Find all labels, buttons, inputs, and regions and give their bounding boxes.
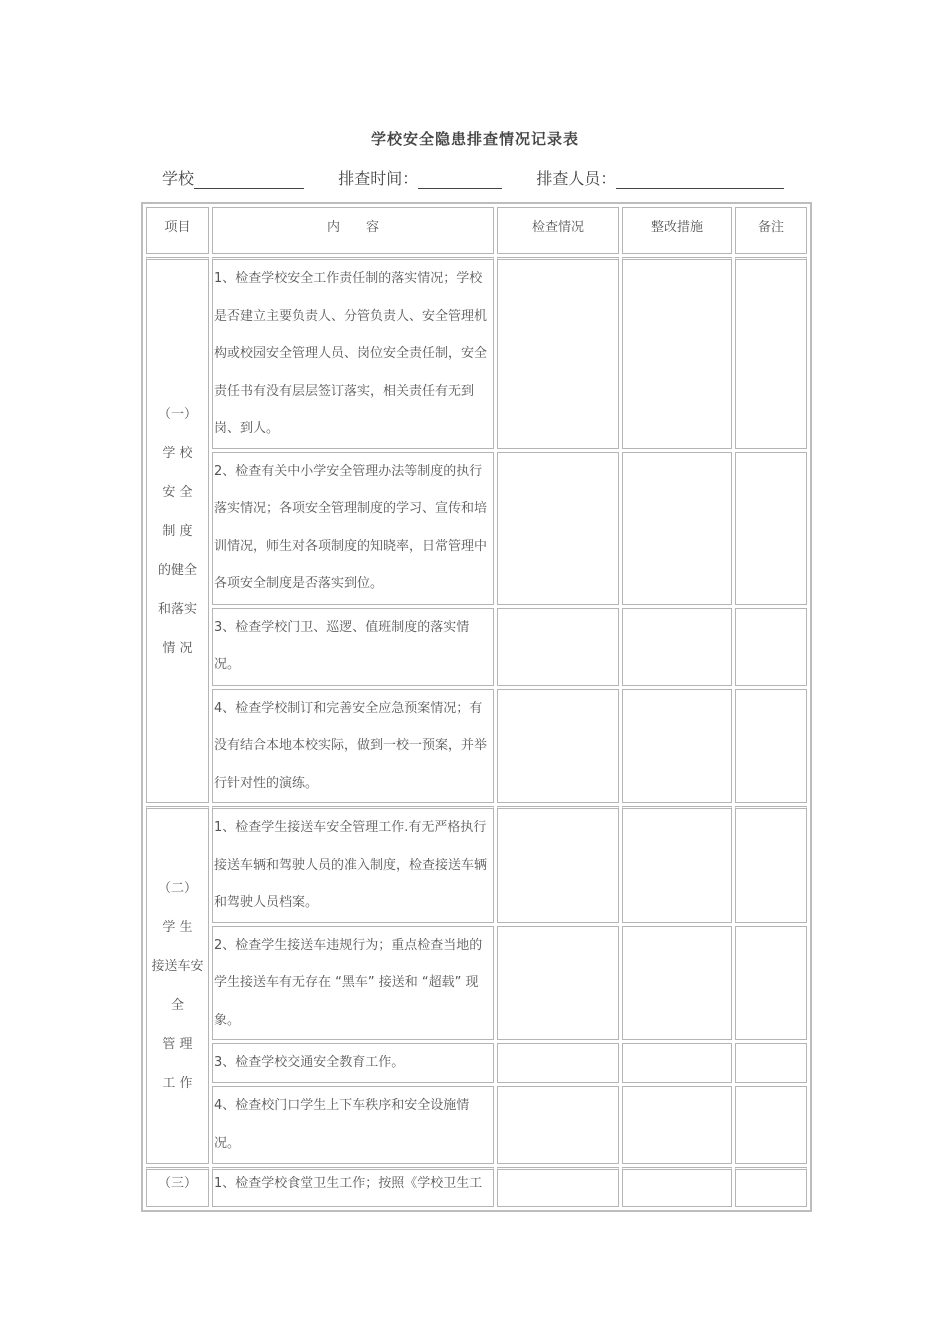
inspector-blank <box>616 170 784 189</box>
check-cell[interactable] <box>497 1167 619 1207</box>
table-row <box>146 1043 807 1083</box>
remark-cell[interactable] <box>735 452 807 605</box>
remark-cell[interactable] <box>735 806 807 923</box>
rectify-cell[interactable] <box>622 1086 732 1164</box>
section-item: （二） 学 生 接送车安 全 管 理 工 作 <box>146 806 209 1164</box>
remark-cell[interactable] <box>735 257 807 449</box>
table-row <box>146 1167 807 1207</box>
page-title: 学校安全隐患排查情况记录表 <box>370 130 579 148</box>
table-row <box>146 452 807 605</box>
content-cell: 3、检查学校门卫、巡逻、值班制度的落实情况。 <box>212 608 494 686</box>
remark-cell[interactable] <box>735 608 807 686</box>
content-cell: 2、检查学生接送车违规行为；重点检查当地的学生接送车有无存在 “黑车” 接送和 “超载” 现象。 <box>212 926 494 1041</box>
check-cell[interactable] <box>497 806 619 923</box>
content-cell: 3、检查学校交通安全教育工作。 <box>212 1043 494 1083</box>
remark-cell[interactable] <box>735 1086 807 1164</box>
rectify-cell[interactable] <box>622 1043 732 1083</box>
content-cell: 4、检查学校制订和完善安全应急预案情况；有没有结合本地本校实际，做到一校一预案，并举行针对性的演练。 <box>212 689 494 804</box>
remark-cell[interactable] <box>735 1167 807 1207</box>
table-row <box>146 806 807 923</box>
table-row <box>146 1086 807 1164</box>
section-item: （三） <box>146 1167 209 1207</box>
rectify-cell[interactable] <box>622 1167 732 1207</box>
check-cell[interactable] <box>497 1043 619 1083</box>
section-item: （一） 学 校 安 全 制 度 的健全 和落实 情 况 <box>146 257 209 803</box>
remark-cell[interactable] <box>735 1043 807 1083</box>
check-cell[interactable] <box>497 608 619 686</box>
table-row <box>146 608 807 686</box>
col-check: 检查情况 <box>497 207 619 254</box>
header-row <box>146 207 807 254</box>
col-rectify: 整改措施 <box>622 207 732 254</box>
header-fields <box>162 166 784 189</box>
content-cell: 1、检查学校食堂卫生工作；按照《学校卫生工 <box>212 1167 494 1207</box>
content-cell: 1、检查学生接送车安全管理工作.有无严格执行接送车辆和驾驶人员的准入制度，检查接送车辆和驾驶人员档案。 <box>212 806 494 923</box>
check-cell[interactable] <box>497 689 619 804</box>
remark-cell[interactable] <box>735 926 807 1041</box>
school-label: 学校 <box>162 169 195 188</box>
table-row <box>146 689 807 804</box>
col-remark: 备注 <box>735 207 807 254</box>
check-cell[interactable] <box>497 926 619 1041</box>
check-cell[interactable] <box>497 452 619 605</box>
check-cell[interactable] <box>497 257 619 449</box>
time-blank <box>418 170 502 189</box>
rectify-cell[interactable] <box>622 452 732 605</box>
rectify-cell[interactable] <box>622 608 732 686</box>
school-blank <box>194 170 304 189</box>
content-cell: 2、检查有关中小学安全管理办法等制度的执行落实情况；各项安全管理制度的学习、宣传和培训情况，师生对各项制度的知晓率，日常管理中各项安全制度是否落实到位。 <box>212 452 494 605</box>
col-content: 内 容 <box>212 207 494 254</box>
time-label: 排查时间： <box>338 169 419 188</box>
inspector-label: 排查人员： <box>536 169 617 188</box>
table-row <box>146 257 807 449</box>
rectify-cell[interactable] <box>622 689 732 804</box>
rectify-cell[interactable] <box>622 926 732 1041</box>
remark-cell[interactable] <box>735 689 807 804</box>
rectify-cell[interactable] <box>622 806 732 923</box>
content-cell: 1、检查学校安全工作责任制的落实情况；学校是否建立主要负责人、分管负责人、安全管理机构或校园安全管理人员、岗位安全责任制，安全责任书有没有层层签订落实，相关责任有无到岗、到人。 <box>212 257 494 449</box>
table-row <box>146 926 807 1041</box>
content-cell: 4、检查校门口学生上下车秩序和安全设施情况。 <box>212 1086 494 1164</box>
rectify-cell[interactable] <box>622 257 732 449</box>
col-item: 项目 <box>146 207 209 254</box>
check-cell[interactable] <box>497 1086 619 1164</box>
inspection-table <box>141 202 812 1212</box>
